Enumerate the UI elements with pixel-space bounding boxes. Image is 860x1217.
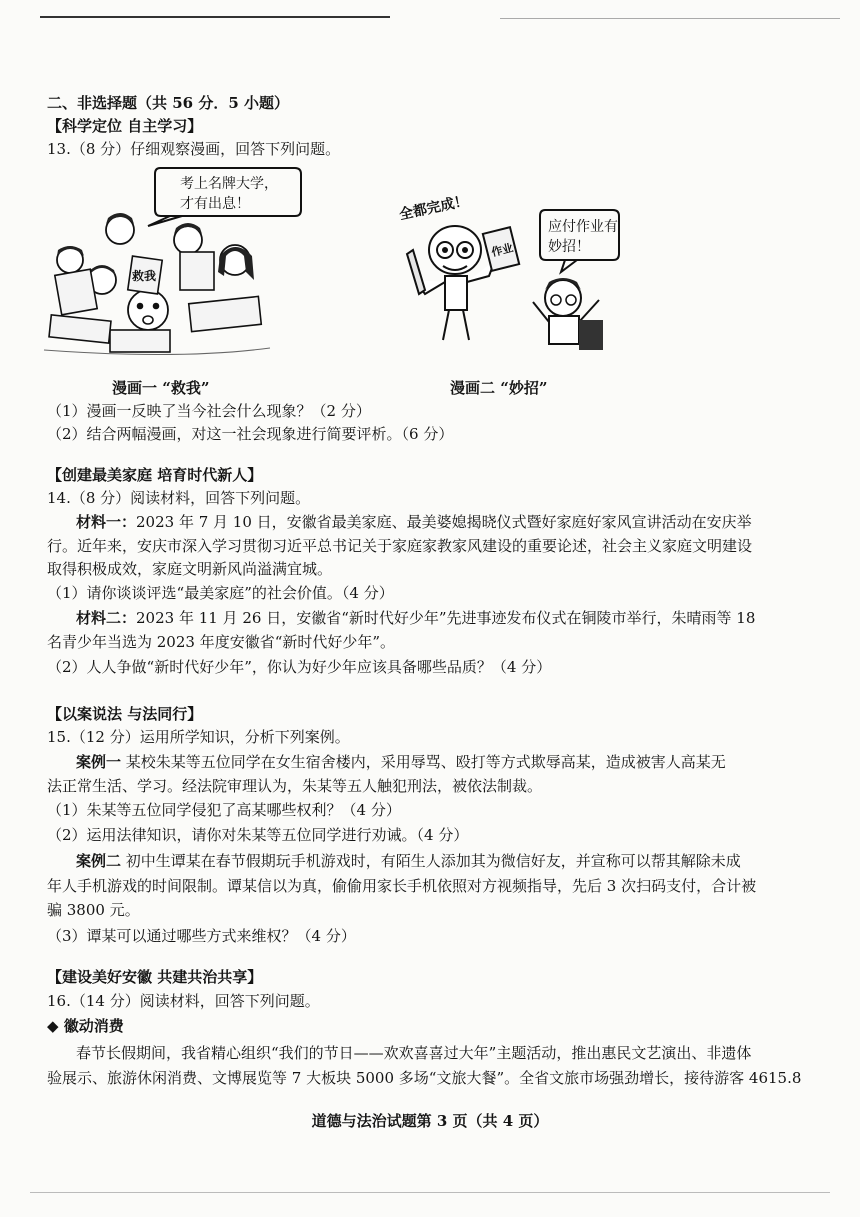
robot-shout: 全都完成！ [397,193,470,224]
q15-case1-line1: 案例一 某校朱某等五位同学在女生宿舍楼内，采用辱骂、殴打等方式欺辱高某，造成被害人高某无 [76,753,726,771]
q15-case2-line1: 案例二 初中生谭某在春节假期玩手机游戏时，有陌生人添加其为微信好友，并宣称可以帮其解除未成 [76,852,741,870]
q14-material2-line2: 名青少年当选为 2023 年度安徽省“新时代好少年”。 [47,633,396,651]
q16-paragraph-line1: 春节长假期间，我省精心组织“我们的节日——欢欢喜喜过大年”主题活动，推出惠民文艺演出、非遗体 [76,1044,752,1062]
q13-sub1: （1）漫画一反映了当今社会什么现象？（2 分） [47,402,371,420]
bubble-text-4: 妙招！ [548,239,590,255]
section-title: 二、非选择题（共 56 分．5 小题） [47,94,289,112]
q15-sub3: （3）谭某可以通过哪些方式来维权？（4 分） [47,927,356,945]
sign-save-me: 救我 [132,269,157,283]
section-header-family: 【创建最美家庭 培育时代新人】 [47,466,263,484]
cartoon-two-image [395,190,625,355]
scan-edge-bottom [30,1192,830,1193]
q14-material1-line2: 行。近年来，安庆市深入学习贯彻习近平总书记关于家庭家教家风建设的重要论述，社会主义家庭文明建设 [47,537,753,555]
q15-sub2: （2）运用法律知识，请你对朱某等五位同学进行劝诫。（4 分） [47,826,469,844]
caption-cartoon-one: 漫画一 “救我” [112,379,210,397]
q13-sub2: （2）结合两幅漫画，对这一社会现象进行简要评析。（6 分） [47,425,454,443]
q14-material1-line1: 材料一：2023 年 7 月 10 日，安徽省最美家庭、最美婆媳揭晓仪式暨好家庭好家风宣讲活动在安庆举 [76,513,752,531]
scan-edge-top [40,16,390,18]
q13-stem: 13.（8 分）仔细观察漫画，回答下列问题。 [47,140,341,158]
q14-sub1: （1）请你谈谈评选“最美家庭”的社会价值。（4 分） [47,584,394,602]
section-header-science: 【科学定位 自主学习】 [47,117,203,135]
bullet-consumption-title: ◆ 徽动消费 [47,1017,124,1035]
q15-stem: 15.（12 分）运用所学知识，分析下列案例。 [47,728,350,746]
q15-case2-line2: 年人手机游戏的时间限制。谭某信以为真，偷偷用家长手机依照对方视频指导，先后 3 次扫码支付，合计被 [47,877,757,895]
q16-paragraph-line2: 验展示、旅游休闲消费、文博展览等 7 大板块 5000 多场“文旅大餐”。全省文旅市场强劲增长，接待游客 4615.8 [47,1069,802,1087]
case-one-label: 案例一 [76,753,122,771]
q16-stem: 16.（14 分）阅读材料，回答下列问题。 [47,992,320,1010]
caption-cartoon-two: 漫画二 “妙招” [450,379,548,397]
q15-case2-line3: 骗 3800 元。 [47,901,140,919]
q15-case1-line2: 法正常生活、学习。经法院审理认为，朱某等五人触犯刑法，被依法制裁。 [47,777,543,795]
q14-sub2: （2）人人争做“新时代好少年”，你认为好少年应该具备哪些品质？（4 分） [47,658,552,676]
material-two-label: 材料二： [76,609,137,627]
cartoon-one-image [40,160,320,360]
material-one-label: 材料一： [76,513,137,531]
q14-stem: 14.（8 分）阅读材料，回答下列问题。 [47,489,311,507]
bubble-text-2: 才有出息！ [180,196,250,212]
scan-edge-top-faint [500,18,840,19]
q15-sub1: （1）朱某等五位同学侵犯了高某哪些权利？（4 分） [47,801,401,819]
section-header-law: 【以案说法 与法同行】 [47,705,203,723]
bubble-text-1: 考上名牌大学， [180,176,278,192]
bubble-text-3: 应付作业有 [548,219,618,235]
q14-material2-line1: 材料二：2023 年 11 月 26 日，安徽省“新时代好少年”先进事迹发布仪式在铜陵市举行，朱晴雨等 18 [76,609,756,627]
section-header-anhui: 【建设美好安徽 共建共治共享】 [47,968,263,986]
q14-material1-line3: 取得积极成效，家庭文明新风尚溢满宜城。 [47,560,333,578]
page-footer: 道德与法治试题第 3 页（共 4 页） [311,1112,549,1130]
case-two-label: 案例二 [76,852,122,870]
sign-homework: 作业 [490,241,515,260]
